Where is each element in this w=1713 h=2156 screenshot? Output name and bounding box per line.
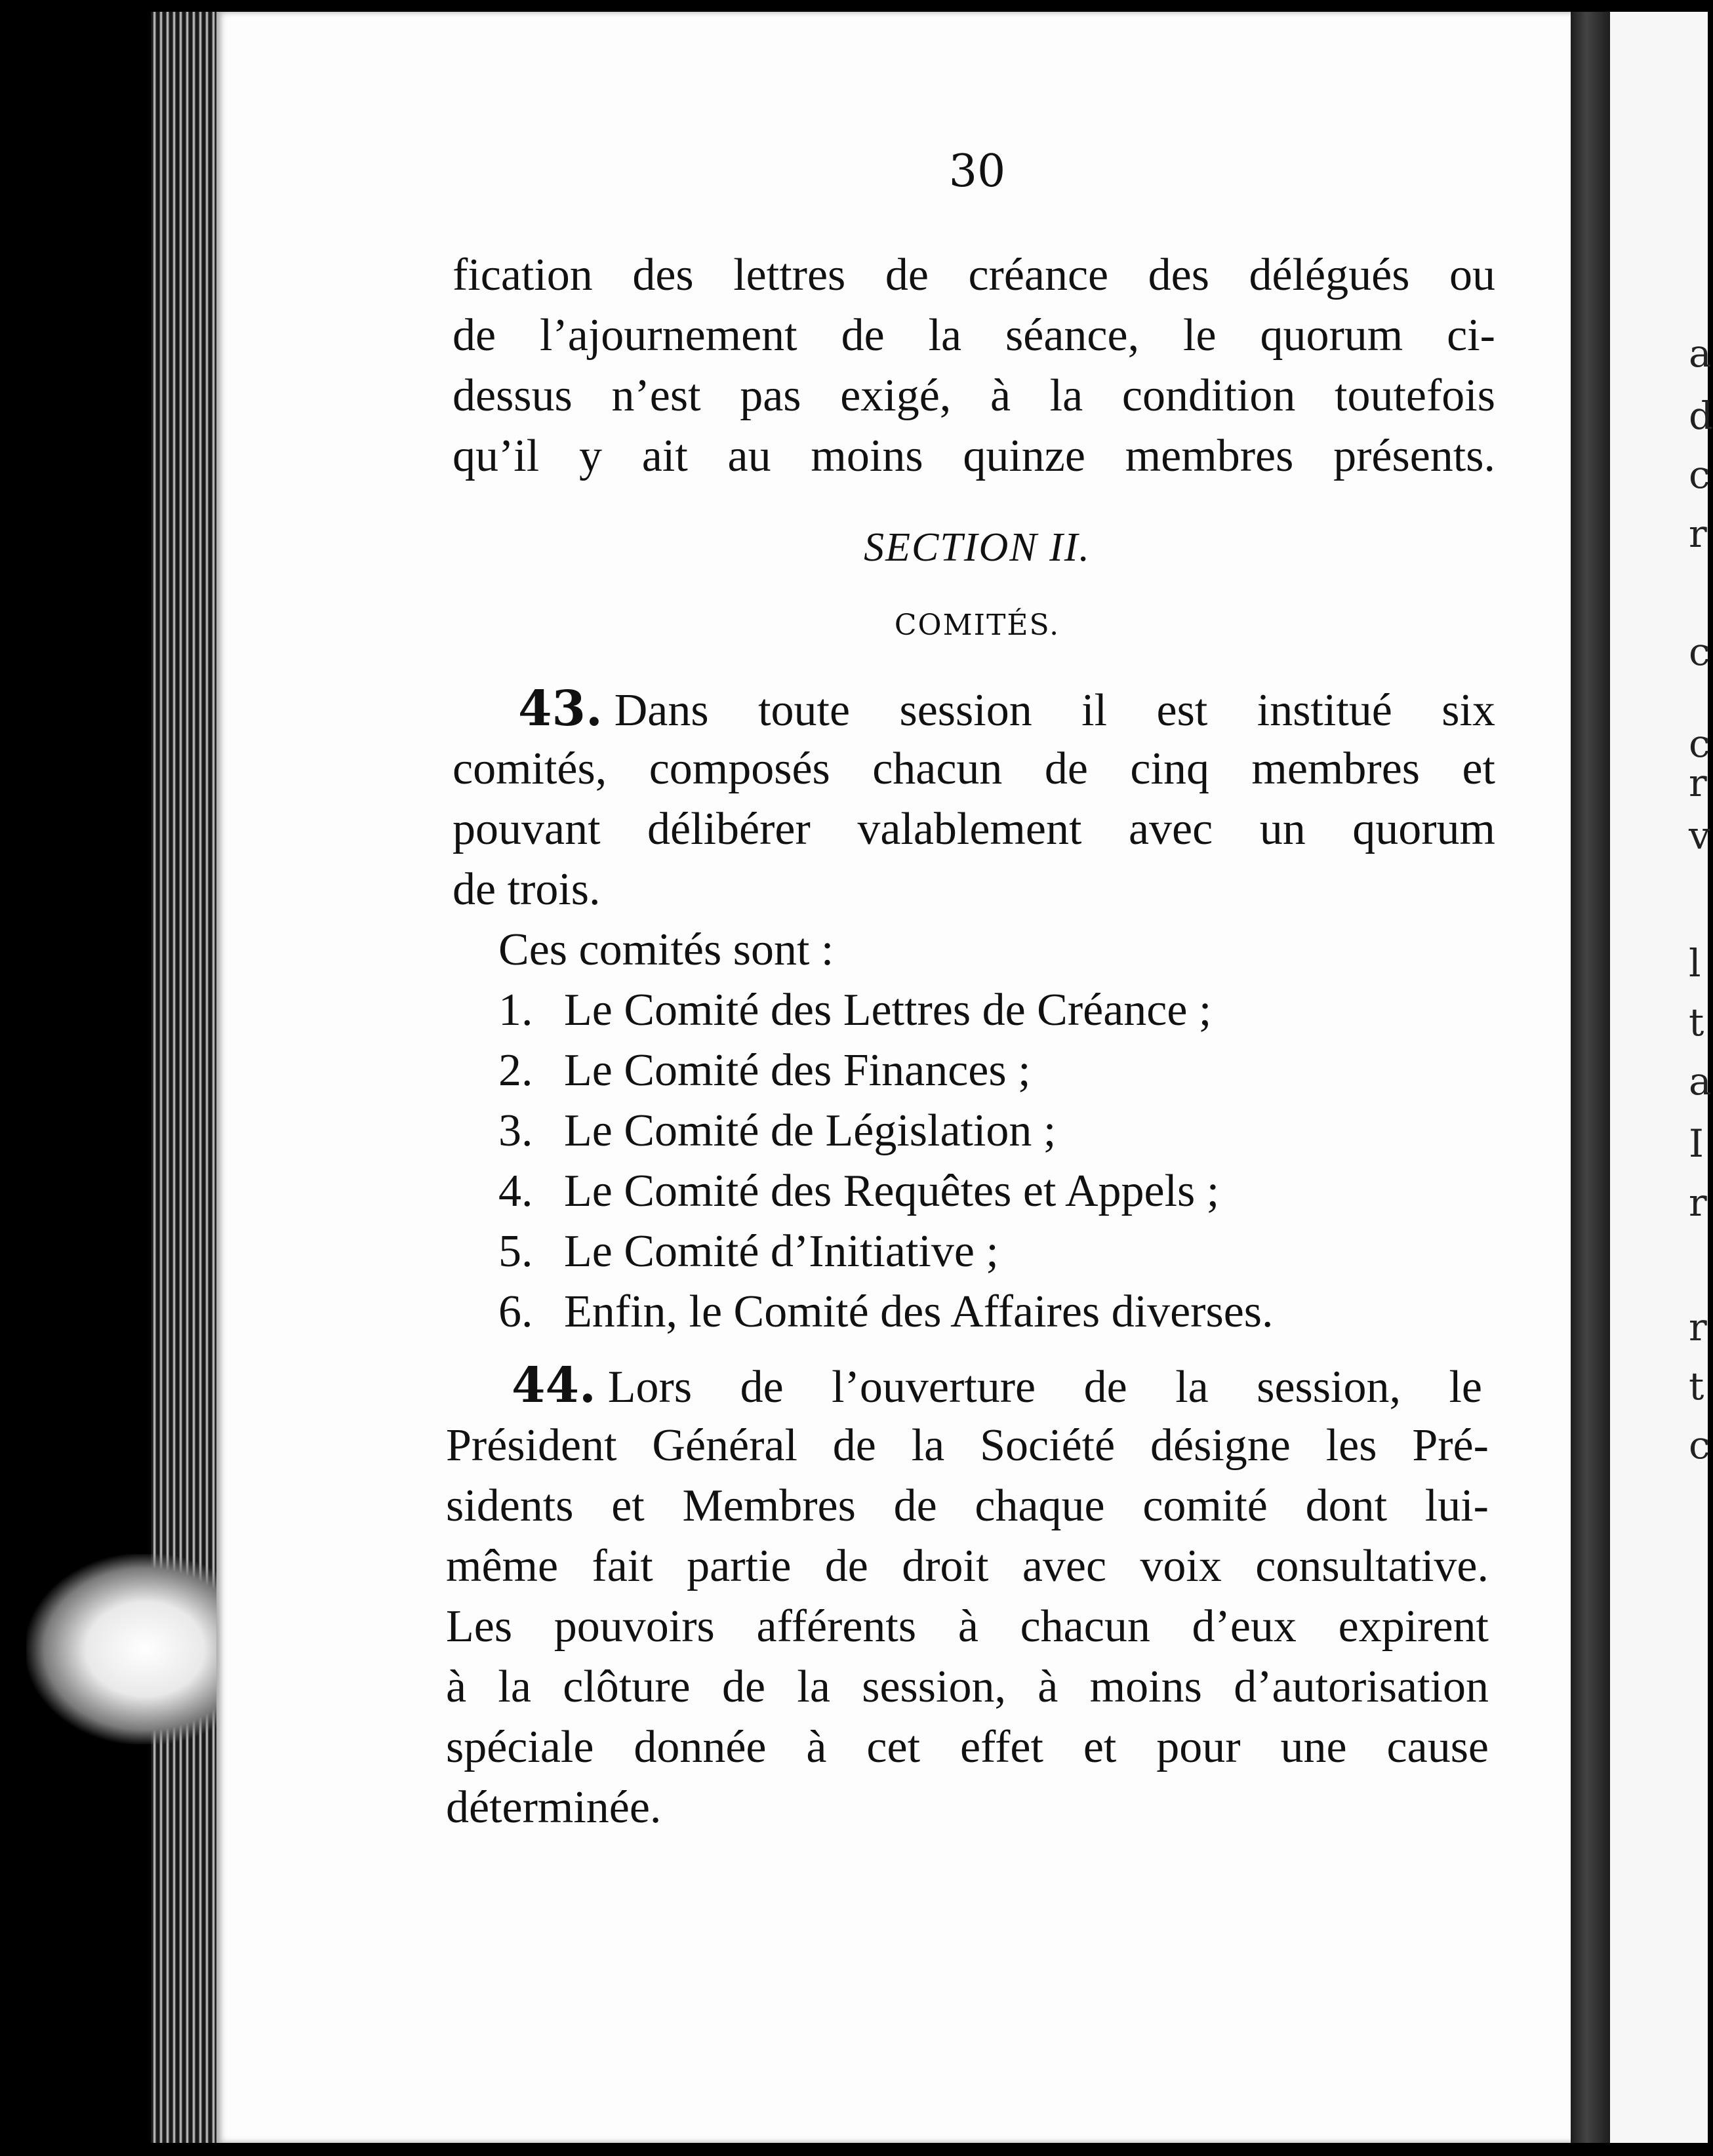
list-item-text: Le Comité des Lettres de Créance ; (564, 985, 1212, 1035)
text-line: Président Général de la Société désigne les Pré- (446, 1420, 1489, 1471)
text-line: sidents et Membres de chaque comité dont lui- (446, 1481, 1489, 1531)
list-item-number: 4. (498, 1166, 533, 1216)
list-item (498, 1161, 1495, 1222)
text-line: même fait partie de droit avec voix consultative. (446, 1541, 1489, 1591)
article-number: 44. (512, 1357, 596, 1414)
list-item-number: 3. (498, 1106, 533, 1156)
facing-letter: r (1689, 761, 1707, 805)
list-item-text: Le Comité des Finances ; (564, 1045, 1031, 1096)
text-line: déterminée. (446, 1782, 662, 1833)
list-item-number: 6. (498, 1287, 533, 1337)
list-intro: Ces comités sont : (498, 925, 834, 975)
facing-letter: I (1689, 1121, 1704, 1166)
facing-letter: c (1689, 1423, 1710, 1467)
list-item (498, 1041, 1495, 1101)
facing-letter: r (1689, 1180, 1707, 1225)
facing-letter: c (1689, 721, 1710, 766)
facing-letter: c (1689, 452, 1710, 497)
list-item-text: Le Comité de Législation ; (564, 1106, 1057, 1156)
facing-letter: a (1689, 1059, 1712, 1104)
facing-letter: l (1689, 941, 1701, 986)
facing-letter: d (1689, 393, 1713, 438)
facing-letter: c (1689, 629, 1710, 674)
page-number: 30 (948, 146, 1006, 197)
page-edges (151, 12, 223, 2143)
text-line: pouvant délibérer valablement avec un quorum (453, 804, 1495, 854)
section-subtitle: COMITÉS. (894, 609, 1060, 642)
text-line: Les pouvoirs afférents à chacun d’eux expirent (446, 1601, 1489, 1652)
list-item-number: 2. (498, 1045, 533, 1096)
text-line: Lors de l’ouverture de la session, le (607, 1362, 1482, 1412)
text-line: de l’ajournement de la séance, le quorum ci- (453, 310, 1495, 361)
article-number: 43. (518, 681, 603, 737)
facing-letter: t (1689, 1000, 1704, 1045)
facing-letter: r (1689, 511, 1707, 556)
text-line: comités, composés chacun de cinq membres et (453, 744, 1495, 794)
text-line: qu’il y ait au moins quinze membres présents. (453, 431, 1495, 481)
text-line: spéciale donnée à cet effet et pour une cause (446, 1722, 1489, 1772)
book-gutter (1571, 12, 1610, 2143)
facing-letter: t (1689, 1364, 1704, 1408)
text-line: à la clôture de la session, à moins d’autorisation (446, 1662, 1489, 1712)
article-first-line (512, 1355, 1482, 1416)
facing-letter: a (1689, 331, 1712, 376)
text-line: de trois. (453, 864, 601, 915)
text-line: Dans toute session il est institué six (614, 685, 1495, 736)
list-item (498, 980, 1495, 1041)
paper-stain (26, 1554, 243, 1744)
section-title: SECTION II. (864, 525, 1091, 570)
list-item-text: Le Comité des Requêtes et Appels ; (564, 1166, 1220, 1216)
facing-letter: v (1689, 813, 1710, 858)
list-item (498, 1101, 1495, 1161)
list-item-number: 5. (498, 1226, 533, 1277)
facing-letter: r (1689, 1305, 1707, 1349)
list-item (498, 1222, 1495, 1282)
text-line: fication des lettres de créance des délégués ou (453, 250, 1495, 300)
list-item-text: Le Comité d’Initiative ; (564, 1226, 999, 1277)
text-line: dessus n’est pas exigé, à la condition toutefois (453, 370, 1495, 421)
list-item-text: Enfin, le Comité des Affaires diverses. (564, 1287, 1274, 1337)
list-item (498, 1282, 1495, 1342)
article-first-line (518, 679, 1495, 739)
list-item-number: 1. (498, 985, 533, 1035)
